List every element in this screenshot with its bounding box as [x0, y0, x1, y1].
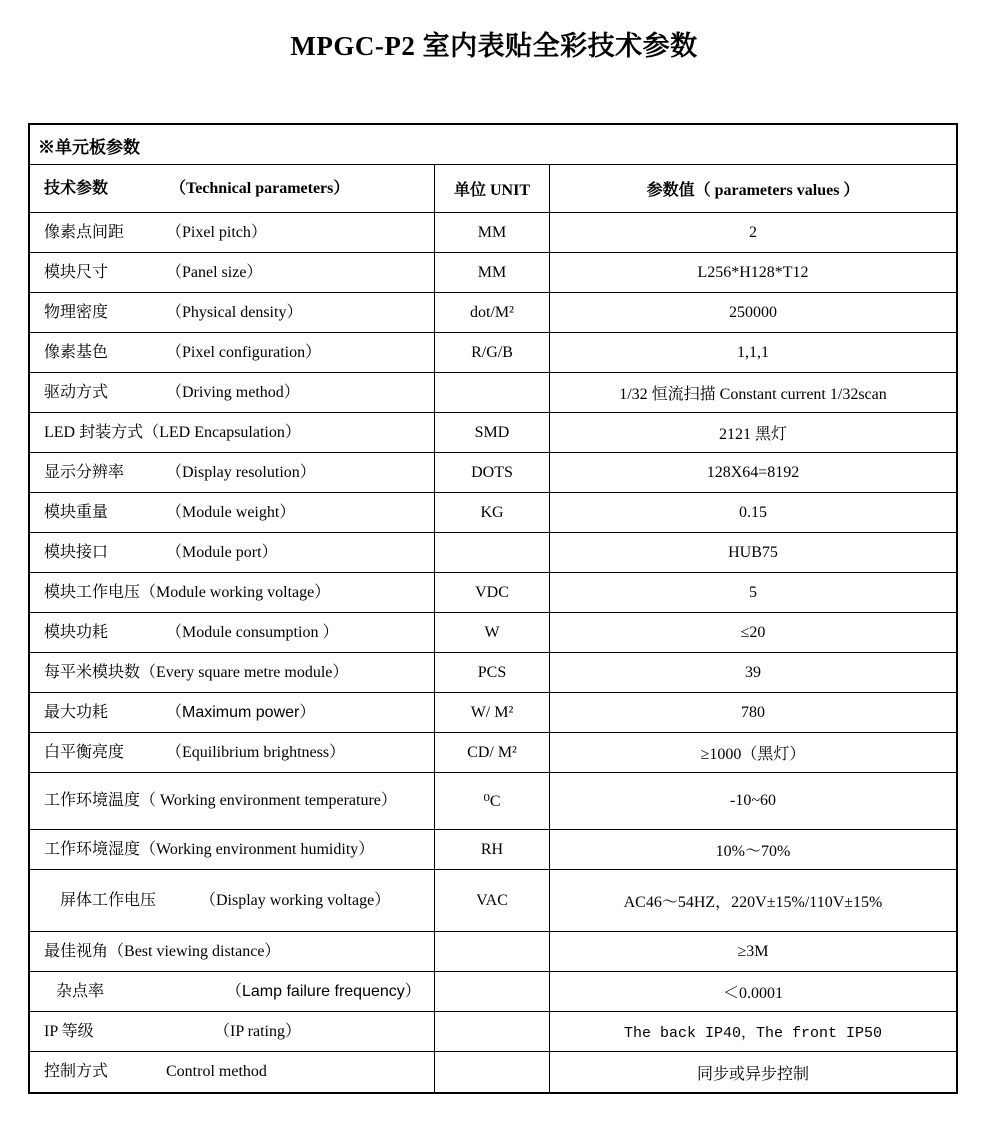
param-label — [44, 221, 267, 245]
param-name-en: （Every square metre module） — [140, 663, 349, 681]
unit-cell — [435, 493, 550, 532]
value-cell — [550, 1012, 956, 1051]
param-name-en: （Driving method） — [166, 383, 300, 401]
table-row — [30, 830, 956, 870]
param-name-zh: 工作环境湿度 — [44, 840, 141, 858]
param-name-en: （Lamp failure frequency） — [226, 982, 421, 1000]
value-text: 2 — [749, 223, 757, 241]
table-row — [30, 533, 956, 573]
param-cell — [30, 733, 435, 772]
header-value-text: 参数值（ parameters values ） — [646, 182, 860, 199]
param-cell — [30, 830, 435, 869]
param-label — [44, 741, 345, 765]
param-label — [44, 621, 338, 645]
value-text: ≥1000（黑灯） — [700, 746, 806, 763]
param-cell — [30, 373, 435, 412]
table-row — [30, 972, 956, 1012]
param-name-zh: 白平衡亮度 — [44, 743, 125, 761]
parameters-table — [28, 123, 958, 1094]
unit-cell — [435, 253, 550, 292]
value-text: ≤20 — [740, 623, 766, 641]
unit-cell — [435, 213, 550, 252]
param-cell — [30, 653, 435, 692]
unit-cell — [435, 453, 550, 492]
param-cell — [30, 573, 435, 612]
unit-cell — [435, 972, 550, 1011]
value-cell — [550, 333, 956, 372]
value-cell — [550, 253, 956, 292]
table-section-header — [30, 125, 956, 165]
table-row — [30, 693, 956, 733]
value-text: 128X64=8192 — [706, 463, 800, 481]
value-text: ＜0.0001 — [722, 985, 783, 1002]
param-name-zh: 最佳视角 — [44, 942, 109, 960]
header-param-label — [44, 177, 349, 201]
table-row — [30, 573, 956, 613]
unit-cell — [435, 773, 550, 829]
param-label — [44, 661, 348, 685]
value-cell — [550, 533, 956, 572]
value-text: ≥3M — [737, 942, 769, 960]
param-cell — [30, 213, 435, 252]
value-cell — [550, 693, 956, 732]
param-name-zh: 每平米模块数 — [44, 663, 141, 681]
value-text: -10~60 — [730, 792, 776, 809]
param-name-en: （Best viewing distance） — [108, 942, 281, 960]
param-name-en: （Module port） — [166, 543, 278, 561]
param-cell — [30, 1012, 435, 1051]
param-name-zh: 模块功耗 — [44, 623, 109, 641]
param-name-en: （Maximum power） — [166, 703, 316, 721]
table-row — [30, 253, 956, 293]
value-text: 780 — [741, 703, 765, 721]
unit-cell — [435, 293, 550, 332]
spec-document — [0, 24, 988, 1094]
param-name-zh: 驱动方式 — [44, 383, 109, 401]
unit-text: VDC — [475, 583, 509, 601]
value-cell — [550, 493, 956, 532]
unit-cell — [435, 573, 550, 612]
header-param-cell — [30, 165, 435, 212]
param-label — [44, 980, 421, 1004]
unit-cell — [435, 333, 550, 372]
param-cell — [30, 533, 435, 572]
param-cell — [30, 253, 435, 292]
table-row — [30, 453, 956, 493]
param-label — [44, 838, 374, 862]
table-row — [30, 413, 956, 453]
param-cell — [30, 293, 435, 332]
value-text: 10%～70% — [715, 843, 791, 860]
param-label — [44, 1020, 301, 1044]
param-name-en: （Module weight） — [166, 503, 296, 521]
param-name-en: （Working environment humidity） — [140, 840, 375, 858]
table-row — [30, 1012, 956, 1052]
param-label — [44, 701, 315, 725]
param-cell — [30, 972, 435, 1011]
unit-text: CD/ M² — [467, 743, 517, 761]
value-cell — [550, 213, 956, 252]
unit-text: SMD — [474, 423, 510, 441]
param-name-en: （Physical density） — [166, 303, 303, 321]
table-row — [30, 213, 956, 253]
table-row — [30, 373, 956, 413]
value-cell — [550, 413, 956, 452]
header-param-zh: 技术参数 — [44, 179, 109, 197]
param-name-zh: 模块尺寸 — [44, 263, 109, 281]
table-header-row — [30, 165, 956, 213]
value-cell — [550, 453, 956, 492]
param-name-zh: 模块工作电压 — [44, 583, 141, 601]
header-value-cell — [550, 165, 956, 212]
value-cell — [550, 613, 956, 652]
unit-text: dot/M² — [470, 303, 514, 321]
value-text: The back IP40，The front IP50 — [623, 1025, 883, 1042]
unit-text: MM — [477, 223, 507, 241]
value-cell — [550, 1052, 956, 1092]
unit-cell — [435, 733, 550, 772]
param-cell — [30, 870, 435, 931]
param-name-zh: 工作环境温度 — [44, 792, 141, 809]
param-cell — [30, 693, 435, 732]
unit-cell — [435, 413, 550, 452]
param-name-zh: 像素基色 — [44, 343, 109, 361]
unit-text: PCS — [477, 663, 507, 681]
header-unit-cell — [435, 165, 550, 212]
unit-text: W/ M² — [470, 703, 514, 721]
table-row — [30, 932, 956, 972]
param-cell — [30, 453, 435, 492]
param-label — [44, 261, 262, 285]
unit-text: VAC — [476, 891, 508, 909]
param-name-zh: 显示分辨率 — [44, 463, 125, 481]
param-label — [44, 541, 278, 565]
param-name-en: （Module consumption ） — [166, 623, 339, 641]
unit-text: KG — [480, 503, 504, 521]
param-name-en: （Module working voltage） — [140, 583, 331, 601]
param-name-zh: 屏体工作电压 — [60, 891, 157, 909]
param-name-en: （Display working voltage） — [200, 891, 391, 909]
value-text: 1/32 恒流扫描 Constant current 1/32scan — [619, 386, 887, 403]
table-row — [30, 870, 956, 932]
value-cell — [550, 773, 956, 829]
param-label — [44, 581, 330, 605]
value-cell — [550, 733, 956, 772]
param-name-zh: 杂点率 — [56, 982, 105, 1000]
value-cell — [550, 653, 956, 692]
param-name-zh: 控制方式 — [44, 1063, 109, 1080]
table-row — [30, 733, 956, 773]
value-cell — [550, 373, 956, 412]
param-label — [44, 341, 321, 365]
param-name-zh: IP 等级 — [44, 1022, 94, 1040]
page — [0, 24, 988, 1141]
param-name-en: （LED Encapsulation） — [143, 423, 301, 441]
header-unit-text: 单位 UNIT — [453, 182, 530, 199]
param-cell — [30, 493, 435, 532]
param-name-zh: LED 封装方式 — [44, 423, 144, 441]
value-cell — [550, 870, 956, 931]
param-name-en: （ Working environment temperature） — [140, 792, 397, 809]
value-text: 39 — [745, 663, 761, 681]
unit-cell — [435, 613, 550, 652]
param-label — [44, 501, 295, 525]
param-label — [44, 301, 302, 325]
value-text: L256*H128*T12 — [697, 263, 809, 281]
param-label — [44, 940, 280, 964]
param-name-en: （IP rating） — [214, 1022, 301, 1040]
table-row — [30, 773, 956, 830]
value-cell — [550, 932, 956, 971]
param-label — [44, 1060, 267, 1084]
param-name-en: Control method — [166, 1063, 267, 1080]
value-cell — [550, 830, 956, 869]
unit-text: DOTS — [471, 463, 513, 481]
unit-cell — [435, 533, 550, 572]
unit-text: ⁰C — [483, 793, 501, 810]
param-label — [44, 381, 300, 405]
param-cell — [30, 333, 435, 372]
value-text: HUB75 — [728, 543, 778, 561]
param-name-zh: 最大功耗 — [44, 703, 109, 721]
param-name-zh: 物理密度 — [44, 303, 109, 321]
unit-text: R/G/B — [471, 343, 513, 361]
table-body — [30, 213, 956, 1092]
value-cell — [550, 573, 956, 612]
unit-cell — [435, 932, 550, 971]
unit-cell — [435, 693, 550, 732]
unit-text: W — [484, 623, 500, 641]
unit-cell — [435, 1012, 550, 1051]
header-param-en: （Technical parameters） — [170, 179, 350, 197]
unit-cell — [435, 870, 550, 931]
unit-cell — [435, 830, 550, 869]
page-title: MPGC-P2 室内表贴全彩技术参数 — [290, 31, 698, 61]
param-cell — [30, 1052, 435, 1092]
unit-text: MM — [477, 263, 507, 281]
table-row — [30, 1052, 956, 1092]
param-label — [44, 889, 390, 913]
value-text: 1,1,1 — [737, 343, 769, 361]
param-name-en: （Display resolution） — [166, 463, 316, 481]
unit-cell — [435, 653, 550, 692]
value-text: 0.15 — [739, 503, 767, 521]
param-name-zh: 像素点间距 — [44, 223, 125, 241]
table-row — [30, 293, 956, 333]
param-name-zh: 模块重量 — [44, 503, 109, 521]
table-row — [30, 653, 956, 693]
value-text: 250000 — [729, 303, 777, 321]
param-cell — [30, 773, 435, 829]
value-cell — [550, 293, 956, 332]
param-name-en: （Panel size） — [166, 263, 263, 281]
value-text: 5 — [749, 583, 757, 601]
unit-cell — [435, 373, 550, 412]
param-name-en: （Pixel pitch） — [166, 223, 267, 241]
table-row — [30, 493, 956, 533]
value-text: 2121 黑灯 — [718, 426, 787, 443]
param-name-en: （Pixel configuration） — [166, 343, 322, 361]
param-cell — [30, 413, 435, 452]
table-row — [30, 333, 956, 373]
unit-text: RH — [480, 840, 504, 858]
param-label — [44, 421, 301, 445]
param-name-zh: 模块接口 — [44, 543, 109, 561]
param-name-en: （Equilibrium brightness） — [166, 743, 346, 761]
param-cell — [30, 613, 435, 652]
value-text: 同步或异步控制 — [696, 1065, 809, 1083]
param-label — [44, 461, 316, 485]
section-header-text: ※单元板参数 — [38, 138, 140, 157]
param-label — [44, 789, 397, 813]
value-text: AC46～54HZ，220V±15%/110V±15% — [623, 894, 883, 911]
table-row — [30, 613, 956, 653]
param-cell — [30, 932, 435, 971]
unit-cell — [435, 1052, 550, 1092]
value-cell — [550, 972, 956, 1011]
